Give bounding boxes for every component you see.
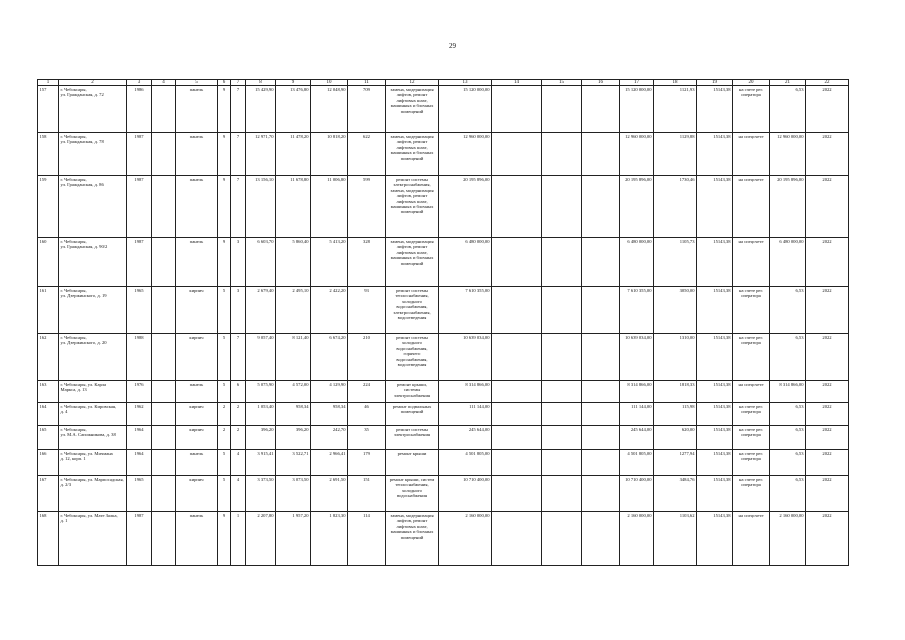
table-cell-limit-per-m2: 15143,38: [697, 238, 733, 287]
table-cell-limit-per-m2: 15143,38: [697, 476, 733, 512]
column-header: 6: [218, 79, 231, 86]
table-cell-limit-per-m2: 15143,38: [697, 86, 733, 133]
table-cell-c16: [582, 403, 620, 426]
table-cell-material: кирпич: [176, 287, 218, 334]
table-cell-c21: 6,53: [770, 334, 806, 381]
table-cell-c22: 2022: [806, 512, 849, 566]
table-cell-c16: [582, 381, 620, 403]
table-cell-no: 168: [37, 512, 59, 566]
table-cell-area-c10: 5 413,20: [311, 238, 348, 287]
table-cell-cost-c17: 15 120 000,00: [620, 86, 654, 133]
column-header: 10: [311, 79, 348, 86]
column-header: 14: [492, 79, 542, 86]
table-cell-floors: 5: [218, 381, 231, 403]
table-cell-cost-c17: 20 195 896,00: [620, 176, 654, 238]
table-cell-works: ремонт крыши, систем теплоснабжения, холодного водоснабжения: [386, 476, 439, 512]
table-cell-cost-c17: 10 639 034,00: [620, 334, 654, 381]
table-cell-c4: [152, 476, 176, 512]
table-cell-area-total: 12 971,70: [246, 133, 276, 176]
table-cell-area-total: 396,20: [246, 426, 276, 450]
table-cell-area-total: 5 075,90: [246, 381, 276, 403]
table-cell-address: г. Чебоксары, ул. Гражданская, д. 72: [59, 86, 127, 133]
table-cell-cost-per-m2: 620,00: [654, 426, 697, 450]
table-cell-floors: 5: [218, 287, 231, 334]
table-cell-year: 1965: [127, 476, 152, 512]
table-cell-cost-c17: 7 610 355,00: [620, 287, 654, 334]
table-cell-c14: [492, 176, 542, 238]
table-cell-c14: [492, 238, 542, 287]
page-number: 29: [449, 42, 456, 50]
table-cell-area-living: 4 572,00: [276, 381, 311, 403]
column-header: 1: [37, 79, 59, 86]
table-cell-limit-per-m2: 15143,38: [697, 450, 733, 476]
table-cell-area-total: 9 057,40: [246, 334, 276, 381]
table-cell-works: замена, модернизация лифтов, ремонт лифтовых шахт, машинных и блочных помещений: [386, 86, 439, 133]
table-cell-c14: [492, 133, 542, 176]
table-cell-floors: 9: [218, 133, 231, 176]
table-cell-c15: [542, 334, 582, 381]
table-cell-c15: [542, 176, 582, 238]
table-cell-cost-total: 12 960 000,00: [439, 133, 492, 176]
table-cell-area-living: 396,20: [276, 426, 311, 450]
table-cell-material: кирпич: [176, 334, 218, 381]
table-cell-cost-c17: 4 501 805,00: [620, 450, 654, 476]
table-cell-cost-total: 6 480 000,00: [439, 238, 492, 287]
table-cell-c4: [152, 512, 176, 566]
column-header: 22: [806, 79, 849, 86]
table-cell-limit-per-m2: 15143,38: [697, 512, 733, 566]
table-cell-area-c10: 11 006,80: [311, 176, 348, 238]
table-cell-area-c10: 6 674,20: [311, 334, 348, 381]
table-cell-no: 157: [37, 86, 59, 133]
table-cell-cost-per-m2: 1277,94: [654, 450, 697, 476]
table-cell-works: ремонт системы электроснабжения: [386, 426, 439, 450]
table-cell-entrances: 4: [231, 450, 246, 476]
column-header: 3: [127, 79, 152, 86]
table-cell-area-total: 2 679,40: [246, 287, 276, 334]
table-cell-c22: 2022: [806, 476, 849, 512]
table-cell-works: ремонт подвальных помещений: [386, 403, 439, 426]
column-header: 19: [697, 79, 733, 86]
table-cell-address: г. Чебоксары, ул. Марпосадская, д. 2/3: [59, 476, 127, 512]
table-cell-cost-per-m2: 3484,76: [654, 476, 697, 512]
column-header: 2: [59, 79, 127, 86]
table-cell-year: 1965: [127, 287, 152, 334]
table-cell-c16: [582, 426, 620, 450]
table-cell-c21: 6,53: [770, 450, 806, 476]
table-cell-area-living: 958,34: [276, 403, 311, 426]
table-cell-year: 1986: [127, 86, 152, 133]
table-cell-c15: [542, 450, 582, 476]
table-cell-year: 1987: [127, 176, 152, 238]
column-header: 21: [770, 79, 806, 86]
table-cell-material: кирпич: [176, 476, 218, 512]
table-cell-no: 162: [37, 334, 59, 381]
column-header: 9: [276, 79, 311, 86]
table-cell-works: замена, модернизация лифтов, ремонт лифтовых шахт, машинных и блочных помещений: [386, 238, 439, 287]
table-cell-entrances: 1: [231, 512, 246, 566]
column-header: 8: [246, 79, 276, 86]
table-cell-residents: 622: [348, 133, 386, 176]
table-cell-year: 1987: [127, 133, 152, 176]
table-cell-address: г. Чебоксары, ул. М.А. Сапожникова, д. 38: [59, 426, 127, 450]
table-cell-c4: [152, 426, 176, 450]
table-cell-area-living: 3 522,71: [276, 450, 311, 476]
table-cell-c21: 6 480 000,00: [770, 238, 806, 287]
table-cell-material: панель: [176, 86, 218, 133]
table-cell-area-c10: 2 966,41: [311, 450, 348, 476]
table-cell-c21: 12 960 000,00: [770, 133, 806, 176]
table-cell-c16: [582, 287, 620, 334]
column-header: 17: [620, 79, 654, 86]
table-cell-cost-per-m2: 115,98: [654, 403, 697, 426]
table-cell-no: 163: [37, 381, 59, 403]
table-cell-area-c10: 2 691,50: [311, 476, 348, 512]
table-cell-cost-total: 4 501 805,00: [439, 450, 492, 476]
table-cell-c21: 20 195 896,00: [770, 176, 806, 238]
table-cell-floors: 2: [218, 403, 231, 426]
table-cell-year: 1987: [127, 512, 152, 566]
table-cell-area-living: 2 495,10: [276, 287, 311, 334]
column-header: 11: [348, 79, 386, 86]
column-header: 16: [582, 79, 620, 86]
table-cell-area-living: 11 678,80: [276, 176, 311, 238]
table-cell-c22: 2022: [806, 176, 849, 238]
table-cell-area-total: 1 053,40: [246, 403, 276, 426]
table-cell-cost-total: 111 144,00: [439, 403, 492, 426]
table-cell-limit-per-m2: 15143,38: [697, 133, 733, 176]
table-cell-c21: 6,53: [770, 86, 806, 133]
table-cell-cost-per-m2: 1105,73: [654, 238, 697, 287]
table-cell-year: 1988: [127, 334, 152, 381]
table-cell-area-c10: 1 823,30: [311, 512, 348, 566]
table-cell-works: ремонт системы холодного водоснабжения, горячего водоснабжения, водоотведения: [386, 334, 439, 381]
table-cell-year: 1964: [127, 450, 152, 476]
table-cell-cost-total: 245 644,00: [439, 426, 492, 450]
table-cell-c16: [582, 238, 620, 287]
table-cell-limit-per-m2: 15143,38: [697, 426, 733, 450]
table-cell-address: г. Чебоксары, ул. Мате Залка, д. 1: [59, 512, 127, 566]
table-cell-entrances: 7: [231, 176, 246, 238]
column-header: 7: [231, 79, 246, 86]
table-cell-area-living: 13 476,80: [276, 86, 311, 133]
table-cell-c15: [542, 287, 582, 334]
table-cell-fund-method: на спецсчете: [733, 176, 770, 238]
table-cell-no: 167: [37, 476, 59, 512]
table-cell-fund-method: на счете рег. оператора: [733, 334, 770, 381]
table-cell-area-total: 6 603,70: [246, 238, 276, 287]
table-cell-limit-per-m2: 15143,38: [697, 403, 733, 426]
table-cell-cost-total: 20 195 896,00: [439, 176, 492, 238]
table-cell-material: панель: [176, 512, 218, 566]
table-cell-c22: 2022: [806, 450, 849, 476]
table-cell-area-total: 15 429,90: [246, 86, 276, 133]
table-cell-c15: [542, 86, 582, 133]
table-cell-c16: [582, 334, 620, 381]
table-cell-area-c10: 10 818,20: [311, 133, 348, 176]
table-cell-floors: 9: [218, 86, 231, 133]
table-cell-c14: [492, 287, 542, 334]
table-cell-cost-per-m2: 1129,88: [654, 133, 697, 176]
table-cell-c14: [492, 381, 542, 403]
table-cell-fund-method: на счете рег. оператора: [733, 426, 770, 450]
table-cell-area-living: 1 957,20: [276, 512, 311, 566]
table-cell-floors: 5: [218, 450, 231, 476]
table-cell-area-c10: 242,70: [311, 426, 348, 450]
table-cell-c21: 6,53: [770, 426, 806, 450]
table-cell-c15: [542, 381, 582, 403]
column-header: 18: [654, 79, 697, 86]
table-cell-c4: [152, 86, 176, 133]
table-cell-c22: 2022: [806, 381, 849, 403]
table-cell-c14: [492, 512, 542, 566]
table-cell-year: 1976: [127, 381, 152, 403]
table-cell-floors: 2: [218, 426, 231, 450]
table-cell-address: г. Чебоксары, ул. Гражданская, д. 86: [59, 176, 127, 238]
table-cell-works: замена, модернизация лифтов, ремонт лифтовых шахт, машинных и блочных помещений: [386, 133, 439, 176]
table-cell-cost-per-m2: 1730,46: [654, 176, 697, 238]
table-cell-address: г. Чебоксары, ул. Гражданская, д. 78: [59, 133, 127, 176]
table-cell-c14: [492, 334, 542, 381]
table-cell-cost-total: 10 639 034,00: [439, 334, 492, 381]
table-cell-residents: 46: [348, 403, 386, 426]
table-cell-entrances: 3: [231, 238, 246, 287]
table-cell-works: замена, модернизация лифтов, ремонт лифтовых шахт, машинных и блочных помещений: [386, 512, 439, 566]
table-cell-cost-c17: 2 160 000,00: [620, 512, 654, 566]
table-cell-fund-method: на спецсчете: [733, 512, 770, 566]
table-cell-area-c10: 4 129,90: [311, 381, 348, 403]
table-cell-entrances: 7: [231, 133, 246, 176]
table-cell-area-total: 3 915,41: [246, 450, 276, 476]
table-cell-no: 160: [37, 238, 59, 287]
table-cell-address: г. Чебоксары, ул. Гражданская, д. 90/2: [59, 238, 127, 287]
table-cell-material: панель: [176, 133, 218, 176]
table-cell-c14: [492, 86, 542, 133]
table-cell-floors: 9: [218, 238, 231, 287]
table-cell-limit-per-m2: 15143,38: [697, 334, 733, 381]
table-cell-limit-per-m2: 15143,38: [697, 381, 733, 403]
table-cell-c4: [152, 450, 176, 476]
table-cell-c22: 2022: [806, 238, 849, 287]
table-cell-residents: 93: [348, 287, 386, 334]
table-cell-c16: [582, 476, 620, 512]
table-cell-material: панель: [176, 381, 218, 403]
table-cell-area-total: 13 156,10: [246, 176, 276, 238]
table-cell-residents: 599: [348, 176, 386, 238]
table-cell-c14: [492, 403, 542, 426]
table-cell-c14: [492, 450, 542, 476]
table-cell-area-total: 3 373,50: [246, 476, 276, 512]
table-cell-residents: 328: [348, 238, 386, 287]
table-cell-residents: 151: [348, 476, 386, 512]
table-cell-works: ремонт крыши: [386, 450, 439, 476]
table-cell-fund-method: на спецсчете: [733, 133, 770, 176]
table-cell-entrances: 2: [231, 426, 246, 450]
table-cell-fund-method: на счете рег. оператора: [733, 476, 770, 512]
table-cell-cost-per-m2: 1103,62: [654, 512, 697, 566]
table-cell-works: ремонт системы теплоснабжения, холодного водоснабжения, электроснабжения, водоотведения: [386, 287, 439, 334]
table-cell-cost-total: 10 710 400,00: [439, 476, 492, 512]
table-cell-address: г. Чебоксары, ул. Карла Маркса, д. 13: [59, 381, 127, 403]
column-header: 12: [386, 79, 439, 86]
table-cell-fund-method: на спецсчете: [733, 381, 770, 403]
table-cell-year: 1987: [127, 238, 152, 287]
table-cell-floors: 5: [218, 476, 231, 512]
table-cell-c4: [152, 334, 176, 381]
table-cell-cost-total: 7 610 355,00: [439, 287, 492, 334]
table-cell-entrances: 3: [231, 287, 246, 334]
table-cell-area-c10: 958,34: [311, 403, 348, 426]
table-cell-no: 158: [37, 133, 59, 176]
table-cell-c14: [492, 426, 542, 450]
column-header: 5: [176, 79, 218, 86]
table-cell-c22: 2022: [806, 287, 849, 334]
table-cell-residents: 114: [348, 512, 386, 566]
table-cell-c16: [582, 133, 620, 176]
table-cell-c15: [542, 238, 582, 287]
table-cell-cost-c17: 10 710 400,00: [620, 476, 654, 512]
table-cell-c15: [542, 512, 582, 566]
table-cell-c15: [542, 133, 582, 176]
column-header: 13: [439, 79, 492, 86]
table-cell-c16: [582, 450, 620, 476]
table-cell-no: 161: [37, 287, 59, 334]
table-cell-cost-per-m2: 1121,93: [654, 86, 697, 133]
table-cell-area-c10: 12 048,90: [311, 86, 348, 133]
table-cell-c4: [152, 403, 176, 426]
table-cell-material: кирпич: [176, 403, 218, 426]
table-cell-material: панель: [176, 238, 218, 287]
table-cell-floors: 9: [218, 512, 231, 566]
table-cell-fund-method: на счете рег. оператора: [733, 86, 770, 133]
table-cell-material: панель: [176, 176, 218, 238]
table-cell-area-living: 8 121,40: [276, 334, 311, 381]
table-cell-c16: [582, 176, 620, 238]
table-cell-residents: 35: [348, 426, 386, 450]
table-cell-c22: 2022: [806, 133, 849, 176]
column-header: 4: [152, 79, 176, 86]
table-cell-c21: 6,53: [770, 287, 806, 334]
table-cell-material: кирпич: [176, 426, 218, 450]
table-cell-area-c10: 2 422,20: [311, 287, 348, 334]
table-cell-cost-c17: 8 314 866,00: [620, 381, 654, 403]
table-cell-address: г. Чебоксары, ул. Дзержинского, д. 20: [59, 334, 127, 381]
table-cell-c15: [542, 426, 582, 450]
table-cell-c22: 2022: [806, 426, 849, 450]
table-cell-c15: [542, 403, 582, 426]
table-cell-fund-method: на спецсчете: [733, 238, 770, 287]
table-cell-works: ремонт крыши, системы электроснабжения: [386, 381, 439, 403]
table-cell-cost-c17: 111 144,00: [620, 403, 654, 426]
table-cell-area-living: 5 860,40: [276, 238, 311, 287]
table-cell-residents: 224: [348, 381, 386, 403]
table-cell-entrances: 6: [231, 381, 246, 403]
table-cell-c15: [542, 476, 582, 512]
table-cell-no: 159: [37, 176, 59, 238]
table-cell-limit-per-m2: 15143,38: [697, 287, 733, 334]
table-cell-year: 1962: [127, 403, 152, 426]
table-cell-c16: [582, 512, 620, 566]
table-cell-area-living: 11 478,20: [276, 133, 311, 176]
table-cell-cost-c17: 245 644,00: [620, 426, 654, 450]
table-cell-c21: 8 314 866,00: [770, 381, 806, 403]
table-cell-c4: [152, 287, 176, 334]
table-cell-c16: [582, 86, 620, 133]
table-cell-c22: 2022: [806, 86, 849, 133]
table-cell-entrances: 7: [231, 334, 246, 381]
table-cell-residents: 210: [348, 334, 386, 381]
table-cell-no: 166: [37, 450, 59, 476]
table-cell-c21: 2 160 000,00: [770, 512, 806, 566]
table-cell-entrances: 7: [231, 86, 246, 133]
table-cell-area-living: 3 073,50: [276, 476, 311, 512]
table-cell-fund-method: на счете рег. оператора: [733, 287, 770, 334]
table-cell-cost-total: 15 120 000,00: [439, 86, 492, 133]
table-cell-c22: 2022: [806, 403, 849, 426]
table-cell-c14: [492, 476, 542, 512]
column-header: 20: [733, 79, 770, 86]
table-cell-area-total: 2 207,80: [246, 512, 276, 566]
table-cell-works: ремонт системы электроснабжения, замена, модернизация лифтов, ремонт лифтовых шахт, машинных и блочных помещений: [386, 176, 439, 238]
table-cell-floors: 9: [218, 176, 231, 238]
table-cell-cost-c17: 12 960 000,00: [620, 133, 654, 176]
table-cell-limit-per-m2: 15143,38: [697, 176, 733, 238]
table-cell-c22: 2022: [806, 334, 849, 381]
table-cell-cost-total: 8 314 866,00: [439, 381, 492, 403]
table-cell-c4: [152, 381, 176, 403]
table-cell-c4: [152, 238, 176, 287]
table-cell-c21: 6,53: [770, 403, 806, 426]
table-cell-entrances: 2: [231, 403, 246, 426]
table-cell-year: 1964: [127, 426, 152, 450]
table-cell-cost-total: 2 160 000,00: [439, 512, 492, 566]
table-cell-c21: 6,53: [770, 476, 806, 512]
table-cell-no: 165: [37, 426, 59, 450]
table-cell-address: г. Чебоксары, ул. Дзержинского, д. 19: [59, 287, 127, 334]
table-cell-material: панель: [176, 450, 218, 476]
table-cell-cost-c17: 6 480 000,00: [620, 238, 654, 287]
table-cell-cost-per-m2: 1818,33: [654, 381, 697, 403]
table-cell-fund-method: на счете рег. оператора: [733, 450, 770, 476]
table-cell-entrances: 4: [231, 476, 246, 512]
table-cell-c4: [152, 176, 176, 238]
table-cell-no: 164: [37, 403, 59, 426]
table-cell-cost-per-m2: 1310,00: [654, 334, 697, 381]
table-cell-c4: [152, 133, 176, 176]
table-cell-address: г. Чебоксары, ул. Кировская, д. 4: [59, 403, 127, 426]
column-header: 15: [542, 79, 582, 86]
table-cell-address: г. Чебоксары, ул. Мичмана д. 12, корп. 1: [59, 450, 127, 476]
table-cell-residents: 709: [348, 86, 386, 133]
table-cell-floors: 5: [218, 334, 231, 381]
table-cell-residents: 179: [348, 450, 386, 476]
table-cell-fund-method: на счете рег. оператора: [733, 403, 770, 426]
table-cell-cost-per-m2: 3050,00: [654, 287, 697, 334]
